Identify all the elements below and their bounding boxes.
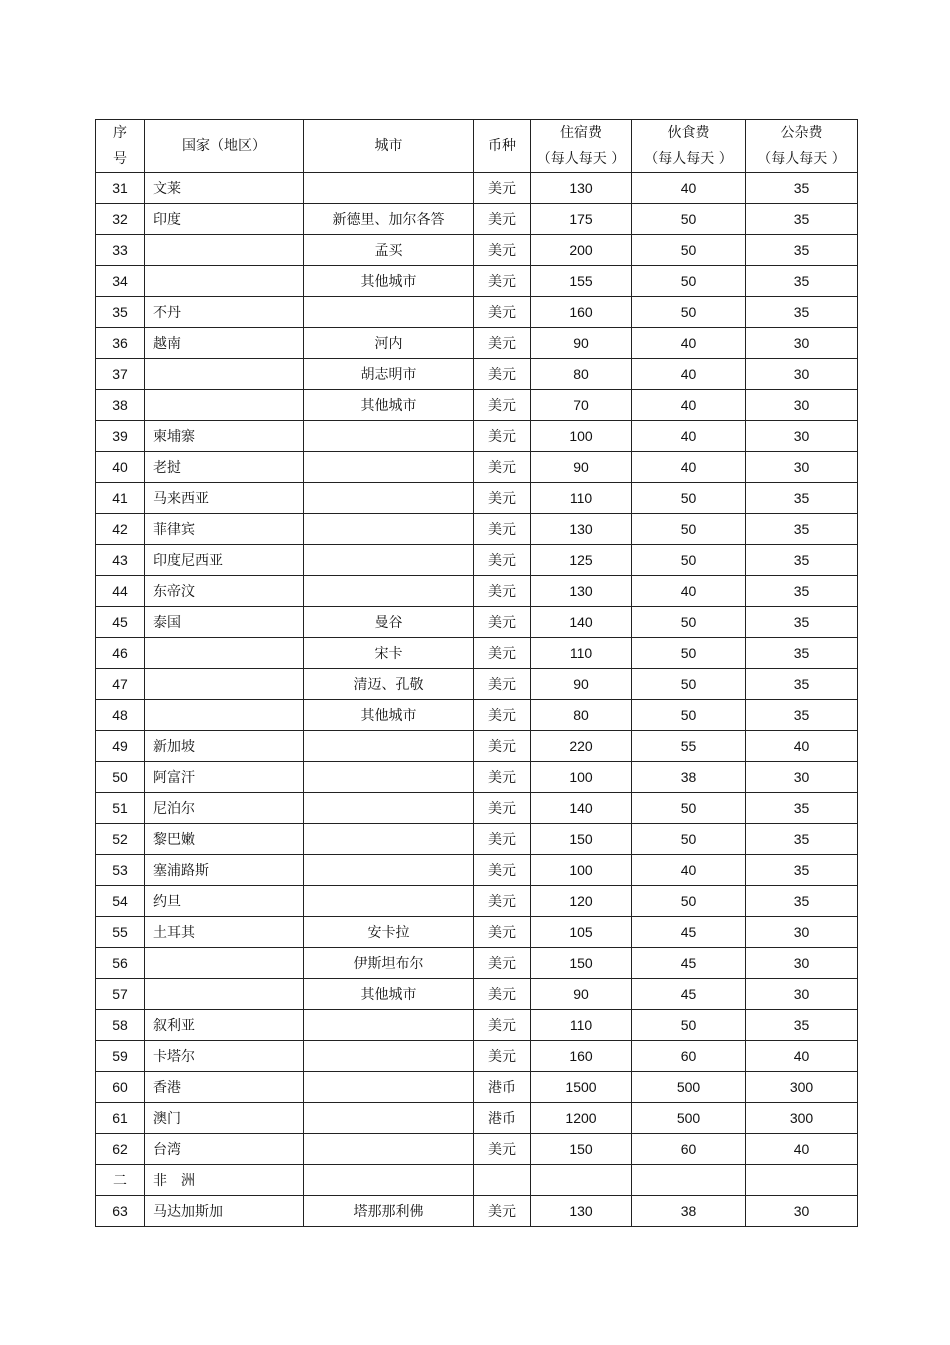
header-food-line1: 伙食费 bbox=[667, 125, 710, 141]
header-lodging bbox=[531, 120, 632, 173]
cell-food: 50 bbox=[632, 793, 746, 824]
cell-country: 土耳其 bbox=[145, 917, 304, 948]
cell-city: 塔那那利佛 bbox=[304, 1196, 474, 1227]
cell-lodging: 130 bbox=[531, 576, 632, 607]
header-seq-line2: 号 bbox=[113, 151, 127, 167]
header-seq-line1: 序 bbox=[113, 125, 127, 141]
table-row bbox=[96, 607, 858, 638]
cell-misc: 40 bbox=[746, 1134, 858, 1165]
cell-currency: 美元 bbox=[474, 514, 531, 545]
cell-country: 香港 bbox=[145, 1072, 304, 1103]
table-row bbox=[96, 700, 858, 731]
cell-seq: 63 bbox=[96, 1196, 145, 1227]
cell-currency: 美元 bbox=[474, 1196, 531, 1227]
cell-seq: 46 bbox=[96, 638, 145, 669]
table-row bbox=[96, 1103, 858, 1134]
cell-lodging: 150 bbox=[531, 824, 632, 855]
cell-misc: 35 bbox=[746, 297, 858, 328]
cell-country: 阿富汗 bbox=[145, 762, 304, 793]
header-seq bbox=[96, 120, 145, 173]
cell-misc: 30 bbox=[746, 328, 858, 359]
header-misc-line2: （每人每天 ） bbox=[757, 151, 846, 167]
table-row bbox=[96, 979, 858, 1010]
cell-misc: 35 bbox=[746, 266, 858, 297]
cell-seq: 45 bbox=[96, 607, 145, 638]
cell-currency: 美元 bbox=[474, 948, 531, 979]
cell-country: 马来西亚 bbox=[145, 483, 304, 514]
cell-food: 55 bbox=[632, 731, 746, 762]
header-city: 城市 bbox=[304, 120, 474, 173]
cell-country: 老挝 bbox=[145, 452, 304, 483]
cell-city bbox=[304, 824, 474, 855]
cell-misc bbox=[746, 1165, 858, 1196]
cell-lodging: 130 bbox=[531, 514, 632, 545]
cell-food: 50 bbox=[632, 824, 746, 855]
cell-currency: 美元 bbox=[474, 762, 531, 793]
cell-misc: 30 bbox=[746, 390, 858, 421]
cell-lodging: 110 bbox=[531, 1010, 632, 1041]
cell-seq: 62 bbox=[96, 1134, 145, 1165]
cell-country: 黎巴嫩 bbox=[145, 824, 304, 855]
cell-lodging: 90 bbox=[531, 979, 632, 1010]
cell-seq: 61 bbox=[96, 1103, 145, 1134]
cell-city: 胡志明市 bbox=[304, 359, 474, 390]
cell-city: 河内 bbox=[304, 328, 474, 359]
header-lodging-line1: 住宿费 bbox=[560, 125, 602, 141]
table-body bbox=[96, 173, 858, 1227]
cell-misc: 35 bbox=[746, 700, 858, 731]
cell-food: 40 bbox=[632, 359, 746, 390]
cell-food: 40 bbox=[632, 576, 746, 607]
cell-seq: 60 bbox=[96, 1072, 145, 1103]
table-row bbox=[96, 173, 858, 204]
cell-misc: 300 bbox=[746, 1072, 858, 1103]
cell-misc: 30 bbox=[746, 1196, 858, 1227]
cell-city: 伊斯坦布尔 bbox=[304, 948, 474, 979]
table-row bbox=[96, 1010, 858, 1041]
cell-currency: 美元 bbox=[474, 700, 531, 731]
cell-food: 38 bbox=[632, 1196, 746, 1227]
cell-currency: 港币 bbox=[474, 1072, 531, 1103]
cell-seq: 31 bbox=[96, 173, 145, 204]
cell-misc: 35 bbox=[746, 514, 858, 545]
cell-lodging: 90 bbox=[531, 328, 632, 359]
cell-currency: 美元 bbox=[474, 731, 531, 762]
cell-country: 马达加斯加 bbox=[145, 1196, 304, 1227]
cell-lodging: 220 bbox=[531, 731, 632, 762]
cell-city bbox=[304, 1165, 474, 1196]
cell-currency: 美元 bbox=[474, 793, 531, 824]
cell-currency: 美元 bbox=[474, 886, 531, 917]
cell-seq: 48 bbox=[96, 700, 145, 731]
cell-country: 不丹 bbox=[145, 297, 304, 328]
cell-food bbox=[632, 1165, 746, 1196]
cell-currency: 美元 bbox=[474, 638, 531, 669]
cell-lodging: 130 bbox=[531, 1196, 632, 1227]
cell-food: 50 bbox=[632, 235, 746, 266]
table-row bbox=[96, 1165, 858, 1196]
cell-currency: 美元 bbox=[474, 855, 531, 886]
cell-seq: 40 bbox=[96, 452, 145, 483]
cell-lodging: 80 bbox=[531, 700, 632, 731]
table-row bbox=[96, 1072, 858, 1103]
cell-currency: 美元 bbox=[474, 917, 531, 948]
cell-currency: 美元 bbox=[474, 607, 531, 638]
cell-seq: 39 bbox=[96, 421, 145, 452]
cell-seq: 34 bbox=[96, 266, 145, 297]
header-lodging-line2: （每人每天 ） bbox=[536, 151, 626, 167]
cell-currency: 美元 bbox=[474, 1010, 531, 1041]
cell-seq: 35 bbox=[96, 297, 145, 328]
cell-misc: 30 bbox=[746, 762, 858, 793]
cell-food: 500 bbox=[632, 1072, 746, 1103]
cell-seq: 58 bbox=[96, 1010, 145, 1041]
cell-seq: 44 bbox=[96, 576, 145, 607]
cell-lodging: 200 bbox=[531, 235, 632, 266]
cell-lodging: 1500 bbox=[531, 1072, 632, 1103]
cell-currency: 美元 bbox=[474, 235, 531, 266]
cell-country bbox=[145, 669, 304, 700]
cell-seq: 36 bbox=[96, 328, 145, 359]
cell-country: 叙利亚 bbox=[145, 1010, 304, 1041]
cell-lodging: 90 bbox=[531, 669, 632, 700]
cell-city: 清迈、孔敬 bbox=[304, 669, 474, 700]
cell-country: 卡塔尔 bbox=[145, 1041, 304, 1072]
cell-currency: 美元 bbox=[474, 359, 531, 390]
table-row bbox=[96, 948, 858, 979]
cell-city bbox=[304, 483, 474, 514]
table-row bbox=[96, 204, 858, 235]
table-row bbox=[96, 731, 858, 762]
cell-food: 50 bbox=[632, 607, 746, 638]
table-row bbox=[96, 235, 858, 266]
cell-misc: 30 bbox=[746, 948, 858, 979]
cell-country: 菲律宾 bbox=[145, 514, 304, 545]
cell-city bbox=[304, 545, 474, 576]
cell-misc: 35 bbox=[746, 483, 858, 514]
cell-misc: 30 bbox=[746, 421, 858, 452]
cell-seq: 51 bbox=[96, 793, 145, 824]
cell-lodging: 110 bbox=[531, 483, 632, 514]
cell-city: 宋卡 bbox=[304, 638, 474, 669]
cell-lodging: 150 bbox=[531, 948, 632, 979]
table-row bbox=[96, 297, 858, 328]
header-misc bbox=[746, 120, 858, 173]
table-row bbox=[96, 855, 858, 886]
cell-currency: 美元 bbox=[474, 669, 531, 700]
cell-currency: 美元 bbox=[474, 979, 531, 1010]
cell-city: 安卡拉 bbox=[304, 917, 474, 948]
cell-country bbox=[145, 979, 304, 1010]
cell-lodging: 160 bbox=[531, 297, 632, 328]
cell-city bbox=[304, 855, 474, 886]
cell-lodging: 105 bbox=[531, 917, 632, 948]
cell-city: 其他城市 bbox=[304, 700, 474, 731]
cell-currency: 美元 bbox=[474, 421, 531, 452]
cell-city bbox=[304, 421, 474, 452]
cell-city bbox=[304, 514, 474, 545]
cell-misc: 40 bbox=[746, 1041, 858, 1072]
cell-food: 45 bbox=[632, 979, 746, 1010]
cell-food: 40 bbox=[632, 452, 746, 483]
cell-lodging: 100 bbox=[531, 855, 632, 886]
cell-seq: 二 bbox=[96, 1165, 145, 1196]
table-row bbox=[96, 1196, 858, 1227]
table-row bbox=[96, 514, 858, 545]
cell-lodging bbox=[531, 1165, 632, 1196]
cell-misc: 35 bbox=[746, 638, 858, 669]
cell-currency: 美元 bbox=[474, 297, 531, 328]
cell-food: 40 bbox=[632, 855, 746, 886]
cell-city: 其他城市 bbox=[304, 979, 474, 1010]
header-country: 国家（地区） bbox=[145, 120, 304, 173]
cell-food: 45 bbox=[632, 948, 746, 979]
cell-city bbox=[304, 886, 474, 917]
table-row bbox=[96, 359, 858, 390]
cell-country bbox=[145, 948, 304, 979]
cell-city: 孟买 bbox=[304, 235, 474, 266]
cell-currency: 美元 bbox=[474, 266, 531, 297]
cell-food: 45 bbox=[632, 917, 746, 948]
cell-country bbox=[145, 266, 304, 297]
cell-misc: 35 bbox=[746, 204, 858, 235]
cell-city: 新德里、加尔各答 bbox=[304, 204, 474, 235]
cell-misc: 35 bbox=[746, 576, 858, 607]
cell-food: 50 bbox=[632, 483, 746, 514]
allowance-table bbox=[95, 119, 858, 1227]
cell-currency: 美元 bbox=[474, 204, 531, 235]
cell-currency: 美元 bbox=[474, 483, 531, 514]
cell-food: 50 bbox=[632, 700, 746, 731]
cell-lodging: 110 bbox=[531, 638, 632, 669]
cell-city bbox=[304, 1041, 474, 1072]
cell-seq: 37 bbox=[96, 359, 145, 390]
cell-country: 塞浦路斯 bbox=[145, 855, 304, 886]
cell-city bbox=[304, 1072, 474, 1103]
cell-city bbox=[304, 452, 474, 483]
cell-country: 约旦 bbox=[145, 886, 304, 917]
cell-lodging: 100 bbox=[531, 421, 632, 452]
cell-lodging: 160 bbox=[531, 1041, 632, 1072]
cell-country: 东帝汶 bbox=[145, 576, 304, 607]
cell-currency: 美元 bbox=[474, 173, 531, 204]
table-row bbox=[96, 1041, 858, 1072]
cell-seq: 33 bbox=[96, 235, 145, 266]
cell-lodging: 155 bbox=[531, 266, 632, 297]
cell-currency: 美元 bbox=[474, 452, 531, 483]
table-row bbox=[96, 545, 858, 576]
cell-misc: 35 bbox=[746, 1010, 858, 1041]
cell-food: 60 bbox=[632, 1134, 746, 1165]
cell-seq: 59 bbox=[96, 1041, 145, 1072]
cell-lodging: 125 bbox=[531, 545, 632, 576]
table-row bbox=[96, 886, 858, 917]
cell-food: 40 bbox=[632, 421, 746, 452]
cell-currency bbox=[474, 1165, 531, 1196]
cell-city bbox=[304, 1010, 474, 1041]
cell-food: 60 bbox=[632, 1041, 746, 1072]
cell-country bbox=[145, 359, 304, 390]
cell-food: 40 bbox=[632, 390, 746, 421]
cell-misc: 40 bbox=[746, 731, 858, 762]
cell-city bbox=[304, 576, 474, 607]
table-row bbox=[96, 638, 858, 669]
header-misc-line1: 公杂费 bbox=[780, 125, 823, 141]
cell-misc: 35 bbox=[746, 235, 858, 266]
cell-seq: 41 bbox=[96, 483, 145, 514]
cell-country: 文莱 bbox=[145, 173, 304, 204]
header-food-line2: （每人每天 ） bbox=[644, 151, 733, 167]
cell-lodging: 150 bbox=[531, 1134, 632, 1165]
table-row bbox=[96, 452, 858, 483]
cell-country: 澳门 bbox=[145, 1103, 304, 1134]
cell-city: 其他城市 bbox=[304, 266, 474, 297]
cell-country bbox=[145, 390, 304, 421]
cell-food: 40 bbox=[632, 173, 746, 204]
cell-misc: 35 bbox=[746, 173, 858, 204]
cell-country: 印度尼西亚 bbox=[145, 545, 304, 576]
cell-country: 尼泊尔 bbox=[145, 793, 304, 824]
cell-misc: 30 bbox=[746, 452, 858, 483]
cell-currency: 美元 bbox=[474, 1134, 531, 1165]
cell-city bbox=[304, 793, 474, 824]
cell-seq: 54 bbox=[96, 886, 145, 917]
cell-food: 50 bbox=[632, 266, 746, 297]
cell-country: 新加坡 bbox=[145, 731, 304, 762]
cell-currency: 美元 bbox=[474, 390, 531, 421]
cell-currency: 美元 bbox=[474, 824, 531, 855]
cell-seq: 56 bbox=[96, 948, 145, 979]
table-row bbox=[96, 824, 858, 855]
table-row bbox=[96, 328, 858, 359]
cell-food: 50 bbox=[632, 638, 746, 669]
table-row bbox=[96, 483, 858, 514]
cell-country: 台湾 bbox=[145, 1134, 304, 1165]
cell-currency: 港币 bbox=[474, 1103, 531, 1134]
cell-food: 50 bbox=[632, 545, 746, 576]
table-row bbox=[96, 669, 858, 700]
cell-city bbox=[304, 173, 474, 204]
table-row bbox=[96, 1134, 858, 1165]
cell-food: 50 bbox=[632, 297, 746, 328]
cell-lodging: 140 bbox=[531, 607, 632, 638]
cell-seq: 32 bbox=[96, 204, 145, 235]
cell-lodging: 90 bbox=[531, 452, 632, 483]
cell-country bbox=[145, 638, 304, 669]
cell-food: 50 bbox=[632, 1010, 746, 1041]
cell-city: 曼谷 bbox=[304, 607, 474, 638]
table-row bbox=[96, 266, 858, 297]
cell-food: 40 bbox=[632, 328, 746, 359]
cell-country bbox=[145, 235, 304, 266]
cell-seq: 38 bbox=[96, 390, 145, 421]
cell-lodging: 140 bbox=[531, 793, 632, 824]
table-row bbox=[96, 917, 858, 948]
cell-misc: 35 bbox=[746, 607, 858, 638]
header-food bbox=[632, 120, 746, 173]
cell-lodging: 120 bbox=[531, 886, 632, 917]
cell-currency: 美元 bbox=[474, 545, 531, 576]
cell-food: 500 bbox=[632, 1103, 746, 1134]
cell-country bbox=[145, 700, 304, 731]
cell-seq: 55 bbox=[96, 917, 145, 948]
cell-misc: 300 bbox=[746, 1103, 858, 1134]
cell-currency: 美元 bbox=[474, 576, 531, 607]
cell-seq: 53 bbox=[96, 855, 145, 886]
cell-currency: 美元 bbox=[474, 1041, 531, 1072]
table-header-row bbox=[96, 120, 858, 173]
cell-lodging: 130 bbox=[531, 173, 632, 204]
cell-seq: 43 bbox=[96, 545, 145, 576]
table-row bbox=[96, 793, 858, 824]
cell-lodging: 175 bbox=[531, 204, 632, 235]
cell-misc: 30 bbox=[746, 979, 858, 1010]
cell-currency: 美元 bbox=[474, 328, 531, 359]
cell-city bbox=[304, 731, 474, 762]
cell-food: 50 bbox=[632, 514, 746, 545]
cell-misc: 35 bbox=[746, 669, 858, 700]
cell-seq: 52 bbox=[96, 824, 145, 855]
cell-food: 38 bbox=[632, 762, 746, 793]
cell-misc: 30 bbox=[746, 917, 858, 948]
table-row bbox=[96, 762, 858, 793]
header-currency: 币种 bbox=[474, 120, 531, 173]
table-row bbox=[96, 421, 858, 452]
cell-seq: 49 bbox=[96, 731, 145, 762]
cell-city bbox=[304, 1103, 474, 1134]
cell-misc: 35 bbox=[746, 855, 858, 886]
cell-food: 50 bbox=[632, 669, 746, 700]
cell-country: 非 洲 bbox=[145, 1165, 304, 1196]
cell-city bbox=[304, 762, 474, 793]
cell-city: 其他城市 bbox=[304, 390, 474, 421]
cell-misc: 35 bbox=[746, 545, 858, 576]
cell-city bbox=[304, 297, 474, 328]
table-row bbox=[96, 576, 858, 607]
cell-misc: 35 bbox=[746, 793, 858, 824]
cell-country: 柬埔寨 bbox=[145, 421, 304, 452]
cell-misc: 35 bbox=[746, 824, 858, 855]
cell-food: 50 bbox=[632, 204, 746, 235]
cell-seq: 50 bbox=[96, 762, 145, 793]
cell-lodging: 80 bbox=[531, 359, 632, 390]
cell-country: 印度 bbox=[145, 204, 304, 235]
cell-lodging: 70 bbox=[531, 390, 632, 421]
cell-seq: 57 bbox=[96, 979, 145, 1010]
cell-seq: 47 bbox=[96, 669, 145, 700]
cell-food: 50 bbox=[632, 886, 746, 917]
table-row bbox=[96, 390, 858, 421]
cell-city bbox=[304, 1134, 474, 1165]
cell-misc: 35 bbox=[746, 886, 858, 917]
cell-seq: 42 bbox=[96, 514, 145, 545]
cell-lodging: 100 bbox=[531, 762, 632, 793]
cell-country: 越南 bbox=[145, 328, 304, 359]
cell-lodging: 1200 bbox=[531, 1103, 632, 1134]
cell-country: 泰国 bbox=[145, 607, 304, 638]
cell-misc: 30 bbox=[746, 359, 858, 390]
